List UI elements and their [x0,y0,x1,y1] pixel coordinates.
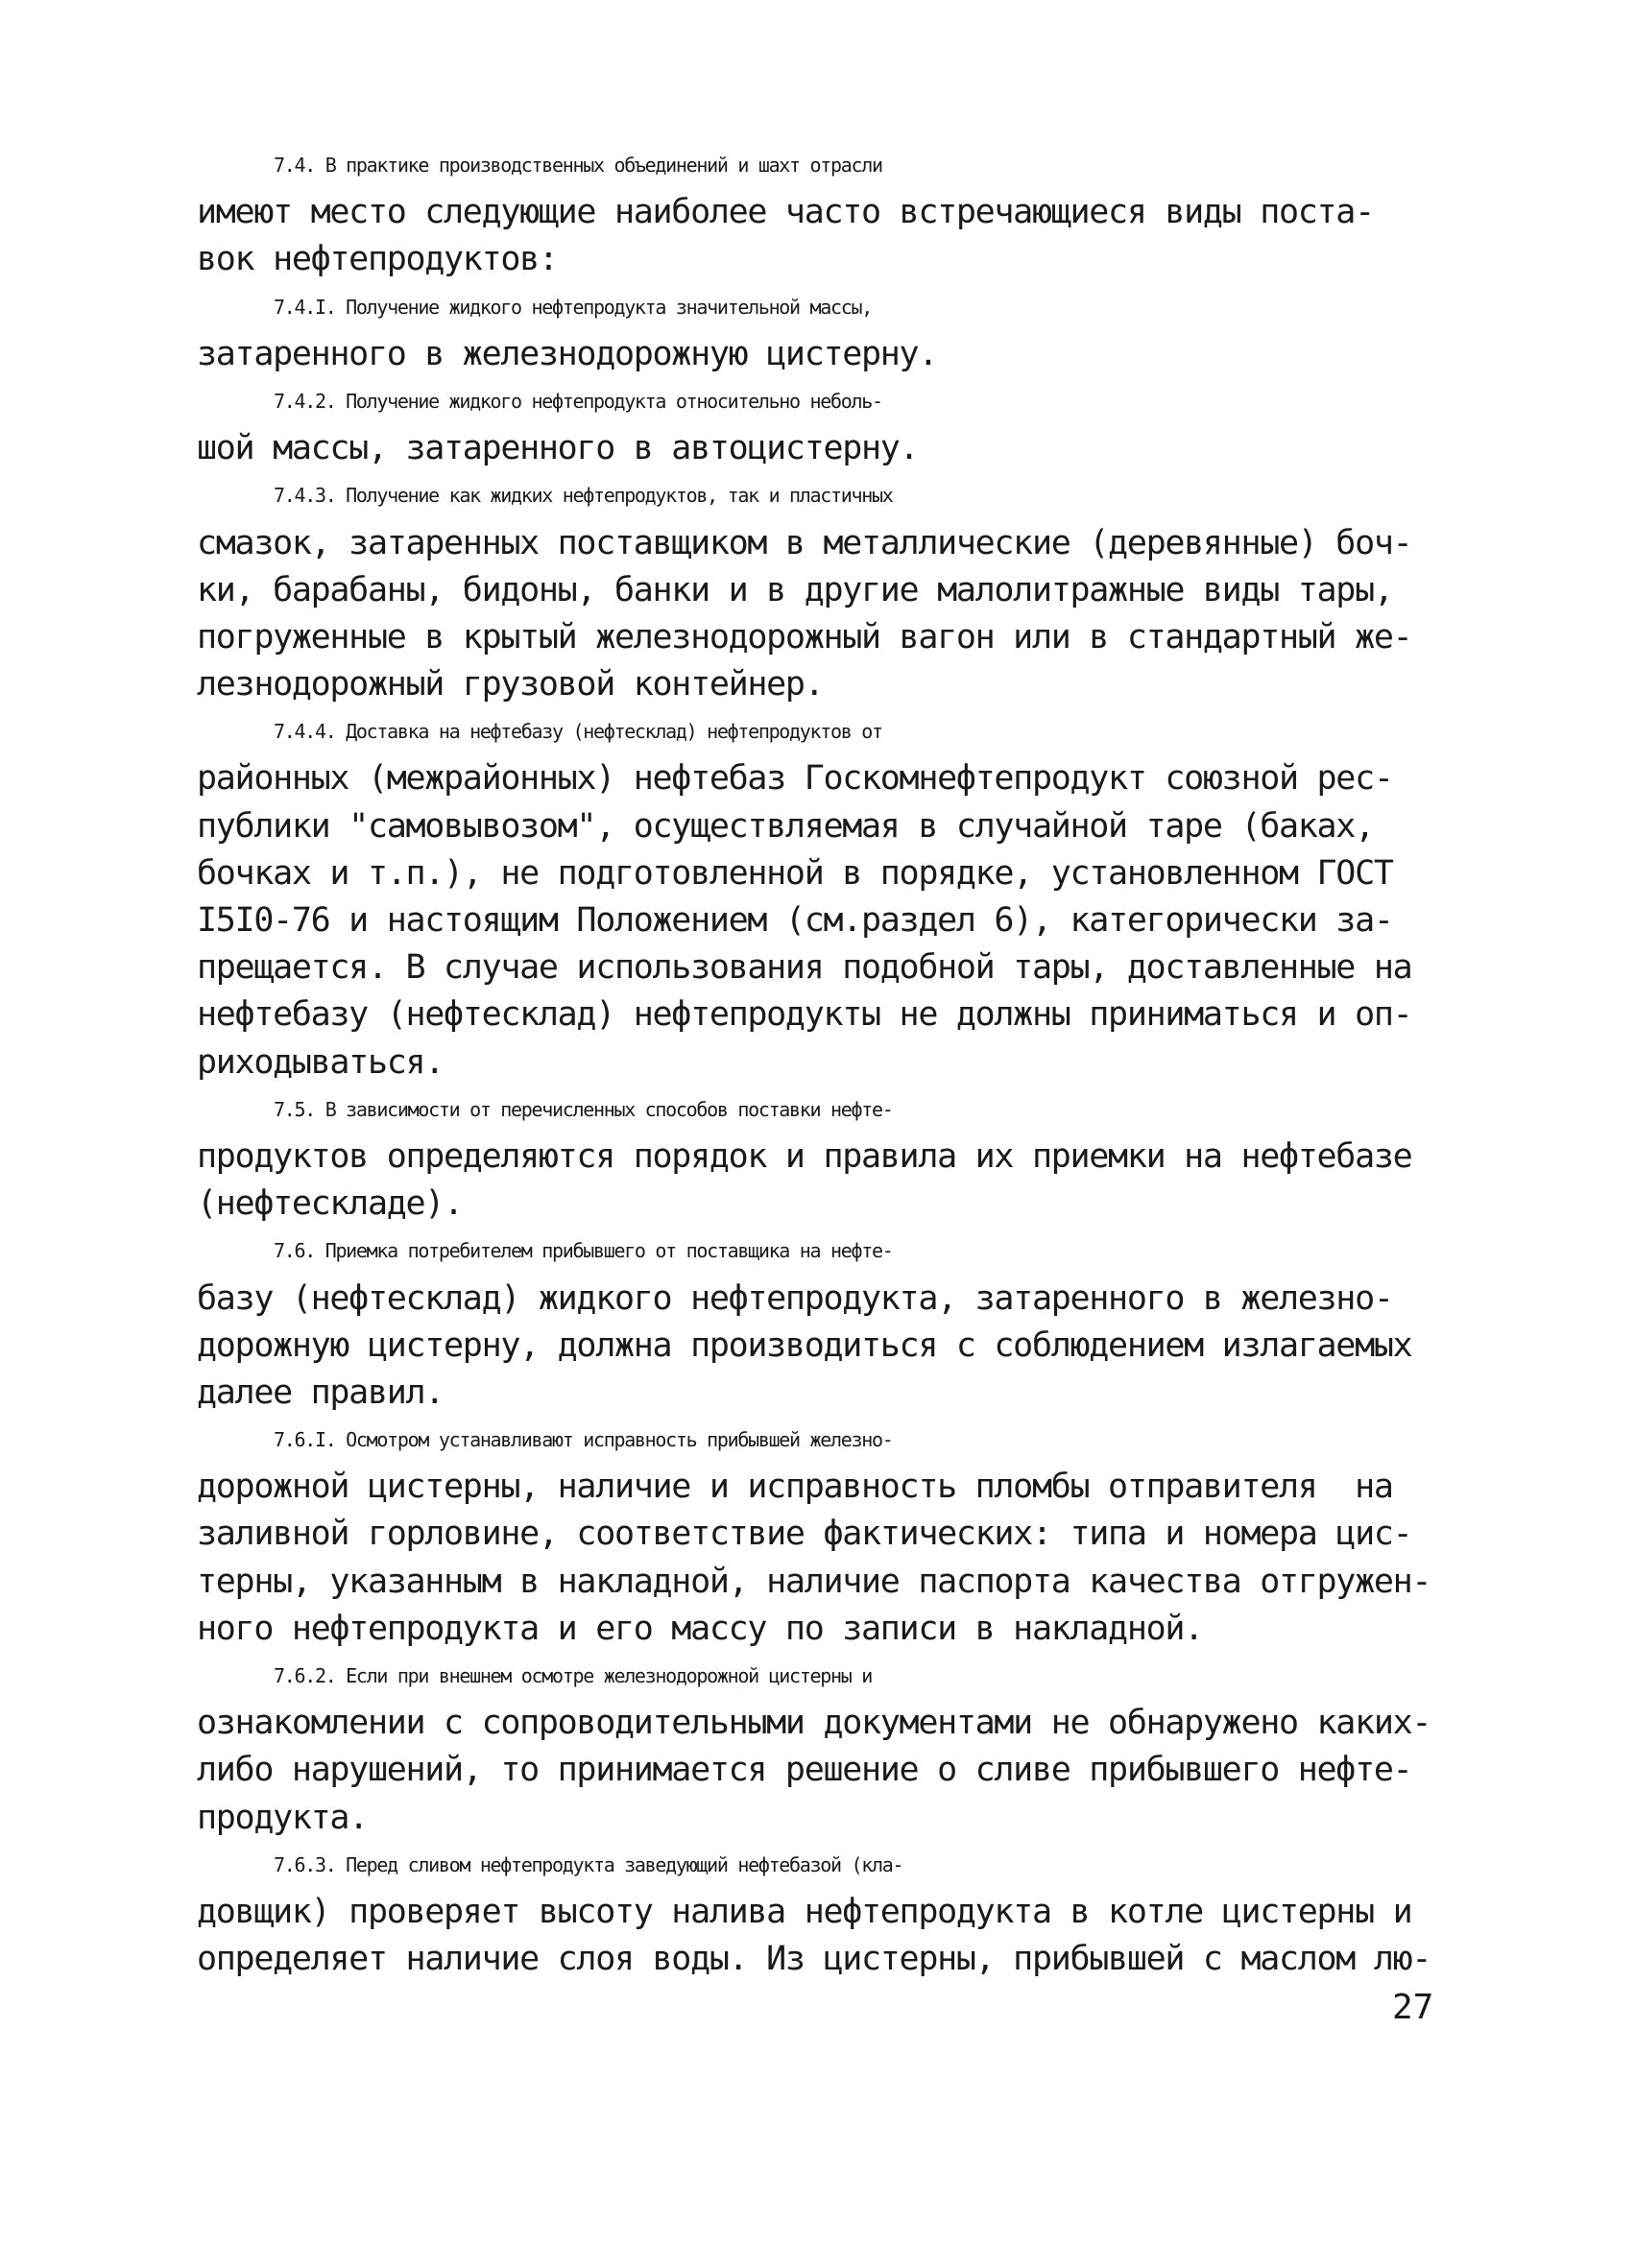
text-line: ознакомлении с сопроводительными документами не обнаружено каких- [197,1704,1431,1743]
paragraph-first-line: 7.5. В зависимости от перечисленных способов поставки нефте- [274,1097,893,1121]
text-line: погруженные в крытый железнодорожный вагон или в стандартный же- [197,617,1412,657]
text-line: лезнодорожный грузовой контейнер. [197,665,824,704]
text-line: (нефтескладе). [197,1184,463,1224]
paragraph-first-line: 7.4.4. Доставка на нефтебазу (нефтесклад) нефтепродуктов от [274,720,882,744]
paragraph-first-line: 7.4. В практике производственных объединений и шахт отрасли [274,154,882,177]
text-line: далее правил. [197,1373,445,1412]
paragraph-first-line: 7.6. Приемка потребителем прибывшего от поставщика на нефте- [274,1239,893,1263]
text-line: риходываться. [197,1042,445,1082]
paragraph-first-line: 7.4.I. Получение жидкого нефтепродукта значительной массы, [274,295,872,319]
text-line: районных (межрайонных) нефтебаз Госкомнефтепродукт союзной рес- [197,759,1393,799]
text-line: ного нефтепродукта и его массу по записи в накладной. [197,1609,1203,1648]
text-line: продукта. [197,1798,368,1837]
text-line: довщик) проверяет высоту налива нефтепродукта в котле цистерны и [197,1892,1412,1931]
text-line: либо нарушений, то принимается решение о сливе прибывшего нефте- [197,1751,1412,1790]
text-line: шой массы, затаренного в автоцистерну. [197,429,919,468]
text-line: вок нефтепродуктов: [197,240,558,279]
text-line: дорожной цистерны, наличие и исправность пломбы отправителя на [197,1468,1393,1507]
text-line: продуктов определяются порядок и правила их приемки на нефтебазе [197,1136,1412,1176]
text-line: I5I0-76 и настоящим Положением (см.раздел 6), категорически за- [197,901,1393,940]
text-line: нефтебазу (нефтесклад) нефтепродукты не должны приниматься и оп- [197,995,1412,1035]
text-line: терны, указанным в накладной, наличие паспорта качества отгружен- [197,1562,1431,1601]
paragraph-first-line: 7.6.I. Осмотром устанавливают исправность прибывшей железно- [274,1428,893,1452]
text-line: бочках и т.п.), не подготовленной в порядке, установленном ГОСТ [197,853,1393,893]
text-line: смазок, затаренных поставщиком в металлические (деревянные) боч- [197,523,1412,562]
text-line: определяет наличие слоя воды. Из цистерны, прибывшей с маслом лю- [197,1940,1431,1979]
paragraph-first-line: 7.6.2. Если при внешнем осмотре железнодорожной цистерны и [274,1664,872,1687]
paragraph-first-line: 7.4.3. Получение как жидких нефтепродуктов, так и пластичных [274,484,893,508]
text-line: базу (нефтесклад) жидкого нефтепродукта, затаренного в железно- [197,1278,1393,1318]
paragraph-first-line: 7.6.3. Перед сливом нефтепродукта заведующий нефтебазой (кла- [274,1852,903,1876]
text-line: заливной горловине, соответствие фактических: типа и номера цис- [197,1515,1412,1554]
text-line: имеют место следующие наиболее часто встречающиеся виды поста- [197,193,1374,232]
page-number: 27 [1392,1988,1434,2027]
text-line: затаренного в железнодорожную цистерну. [197,334,938,373]
document-body [197,142,1445,1983]
text-line: дорожную цистерну, должна производиться с соблюдением излагаемых [197,1325,1412,1365]
paragraph-first-line: 7.4.2. Получение жидкого нефтепродукта относительно неболь- [274,389,882,413]
text-line: прещается. В случае использования подобной тары, доставленные на [197,948,1412,988]
text-line: ки, барабаны, бидоны, банки и в другие малолитражные виды тары, [197,570,1393,609]
text-line: публики "самовывозом", осуществляемая в случайной таре (баках, [197,806,1374,846]
